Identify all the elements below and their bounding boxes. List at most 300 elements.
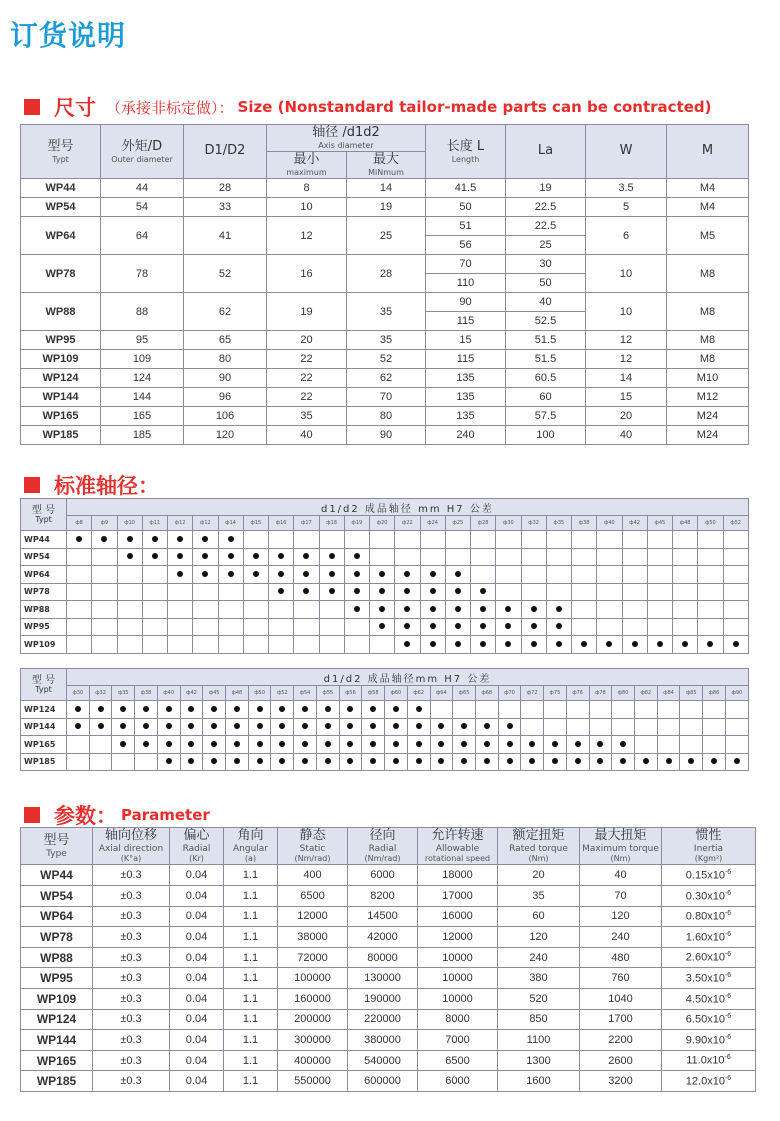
la-cell: 51.5 — [506, 331, 586, 350]
diameter-header: ф48 — [673, 516, 698, 531]
axial-cell: ±0.3 — [93, 1071, 170, 1092]
dot-icon — [329, 571, 335, 577]
empty-cell — [597, 618, 622, 636]
static-cell: 200000 — [278, 1009, 348, 1030]
available-cell — [680, 753, 703, 771]
available-cell — [243, 566, 268, 584]
diameter-header: ф60 — [385, 686, 408, 701]
la-cell: 25 — [506, 236, 586, 255]
length-cell: 51 — [426, 217, 506, 236]
dot-icon — [552, 741, 558, 747]
empty-cell — [344, 618, 369, 636]
available-cell — [316, 753, 339, 771]
empty-cell — [294, 636, 319, 654]
model-cell: WP144 — [21, 1030, 93, 1051]
empty-cell — [698, 583, 723, 601]
length-cell: 56 — [426, 236, 506, 255]
static-cell: 300000 — [278, 1030, 348, 1051]
empty-cell — [89, 753, 112, 771]
diameter-header: ф38 — [135, 686, 158, 701]
empty-cell — [546, 583, 571, 601]
length-cell: 115 — [426, 350, 506, 369]
dot-icon — [480, 588, 486, 594]
w-cell: 15 — [586, 388, 667, 407]
available-cell — [395, 566, 420, 584]
shaft-diameter-row — [21, 686, 749, 701]
col-header-outer: 外矩/D Outer diameter — [101, 125, 184, 179]
dot-icon — [438, 723, 444, 729]
model-cell: WP185 — [21, 426, 101, 445]
available-cell — [420, 583, 445, 601]
dot-icon — [325, 706, 331, 712]
axis-min-cell: 22 — [267, 388, 347, 407]
diameter-header: ф11 — [142, 516, 167, 531]
outer-diameter-cell: 165 — [101, 407, 184, 426]
dot-icon — [166, 758, 172, 764]
dot-icon — [416, 723, 422, 729]
dot-icon — [733, 641, 739, 647]
speed-cell: 6500 — [418, 1050, 498, 1071]
m-cell: M24 — [667, 407, 749, 426]
radial-cell: 0.04 — [170, 989, 224, 1010]
available-cell — [269, 548, 294, 566]
empty-cell — [243, 601, 268, 619]
empty-cell — [496, 583, 521, 601]
dot-icon — [143, 741, 149, 747]
axial-cell: ±0.3 — [93, 947, 170, 968]
dot-icon — [455, 571, 461, 577]
w-cell: 40 — [586, 426, 667, 445]
inertia-cell — [662, 927, 756, 948]
available-cell — [294, 566, 319, 584]
empty-cell — [725, 718, 748, 736]
available-cell — [248, 753, 271, 771]
empty-cell — [521, 548, 546, 566]
inertia-cell — [662, 1009, 756, 1030]
available-cell — [168, 531, 193, 549]
empty-cell — [723, 531, 748, 549]
empty-cell — [370, 548, 395, 566]
available-cell — [385, 753, 408, 771]
empty-cell — [430, 701, 453, 719]
outer-diameter-cell: 54 — [101, 198, 184, 217]
available-cell — [226, 701, 249, 719]
empty-cell — [597, 583, 622, 601]
dot-icon — [347, 741, 353, 747]
max-cell: 40 — [580, 865, 662, 886]
rated-cell: 60 — [498, 906, 580, 927]
empty-cell — [703, 701, 726, 719]
diameter-header: ф48 — [226, 686, 249, 701]
available-cell — [544, 753, 567, 771]
diameter-header: ф50 — [248, 686, 271, 701]
dot-icon — [279, 741, 285, 747]
diameter-header: ф38 — [572, 516, 597, 531]
angular-cell: 1.1 — [224, 1030, 278, 1051]
header-cn: 偏心 — [183, 828, 210, 843]
param-title-cn: 参数： — [54, 804, 117, 828]
dot-icon — [120, 741, 126, 747]
empty-cell — [67, 583, 92, 601]
shaft-type-header — [21, 669, 67, 701]
diameter-header: ф75 — [544, 686, 567, 701]
available-cell — [226, 753, 249, 771]
model-cell: WP165 — [21, 736, 67, 754]
available-cell — [521, 753, 544, 771]
empty-cell — [597, 531, 622, 549]
available-cell — [471, 583, 496, 601]
dot-icon — [257, 706, 263, 712]
available-cell — [203, 701, 226, 719]
dot-icon — [484, 741, 490, 747]
diameter-header: ф25 — [445, 516, 470, 531]
empty-cell — [67, 601, 92, 619]
axis-max-cell: 28 — [347, 255, 426, 293]
empty-cell — [566, 701, 589, 719]
dot-icon — [166, 706, 172, 712]
empty-cell — [370, 636, 395, 654]
radial_stiff-cell: 190000 — [348, 989, 418, 1010]
empty-cell — [725, 701, 748, 719]
diameter-header: ф54 — [294, 686, 317, 701]
available-cell — [157, 701, 180, 719]
model-cell: WP124 — [21, 369, 101, 388]
w-cell: 14 — [586, 369, 667, 388]
param-row — [21, 865, 756, 886]
empty-cell — [546, 566, 571, 584]
dot-icon — [303, 553, 309, 559]
static-cell: 400000 — [278, 1050, 348, 1071]
axis-min-cell: 35 — [267, 407, 347, 426]
inertia-cell — [662, 886, 756, 907]
la-cell: 22.5 — [506, 217, 586, 236]
empty-cell — [680, 701, 703, 719]
available-cell — [370, 601, 395, 619]
diameter-header: ф12 — [168, 516, 193, 531]
model-cell: WP109 — [21, 636, 67, 654]
dot-icon — [455, 588, 461, 594]
dot-icon — [531, 641, 537, 647]
available-cell — [498, 753, 521, 771]
empty-cell — [243, 531, 268, 549]
available-cell — [248, 718, 271, 736]
diameter-header: ф82 — [634, 686, 657, 701]
size-row — [21, 426, 749, 445]
empty-cell — [673, 548, 698, 566]
header-cn: 型号 — [43, 832, 70, 848]
available-cell — [634, 753, 657, 771]
dot-icon — [379, 571, 385, 577]
length-cell: 15 — [426, 331, 506, 350]
radial-cell: 0.04 — [170, 968, 224, 989]
inertia-value: 0.30x10 — [685, 890, 725, 903]
available-cell — [521, 618, 546, 636]
available-cell — [294, 701, 317, 719]
available-cell — [430, 753, 453, 771]
available-cell — [622, 636, 647, 654]
empty-cell — [319, 601, 344, 619]
empty-cell — [647, 583, 672, 601]
diameter-header: ф72 — [521, 686, 544, 701]
param-col-header — [21, 828, 93, 865]
available-cell — [521, 601, 546, 619]
col-header-la: La — [506, 125, 586, 179]
empty-cell — [142, 583, 167, 601]
inertia-cell — [662, 989, 756, 1010]
available-cell — [271, 718, 294, 736]
dot-icon — [484, 758, 490, 764]
dot-icon — [166, 741, 172, 747]
type-cn: 型 号 — [31, 504, 56, 516]
available-cell — [657, 753, 680, 771]
dot-icon — [430, 641, 436, 647]
max-cell: 70 — [580, 886, 662, 907]
available-cell — [597, 636, 622, 654]
header-en2: (Nm/rad) — [294, 854, 331, 864]
available-cell — [316, 718, 339, 736]
available-cell — [370, 566, 395, 584]
available-cell — [344, 583, 369, 601]
col-header-d1d2: D1/D2 — [184, 125, 267, 179]
model-cell: WP64 — [21, 566, 67, 584]
empty-cell — [471, 531, 496, 549]
dot-icon — [370, 723, 376, 729]
empty-cell — [453, 701, 476, 719]
empty-cell — [193, 601, 218, 619]
model-cell: WP185 — [21, 753, 67, 771]
dot-icon — [393, 741, 399, 747]
dot-icon — [552, 758, 558, 764]
empty-cell — [89, 736, 112, 754]
diameter-header: ф52 — [723, 516, 748, 531]
dot-icon — [228, 536, 234, 542]
dot-icon — [430, 571, 436, 577]
empty-cell — [723, 618, 748, 636]
static-cell: 400 — [278, 865, 348, 886]
empty-cell — [521, 531, 546, 549]
type-en: Typt — [35, 684, 52, 694]
parameter-table — [20, 827, 756, 1092]
dot-icon — [325, 741, 331, 747]
speed-cell: 18000 — [418, 865, 498, 886]
dot-icon — [597, 758, 603, 764]
speed-cell: 17000 — [418, 886, 498, 907]
empty-cell — [193, 618, 218, 636]
header-cn: 最大扭矩 — [594, 828, 647, 843]
dot-icon — [404, 641, 410, 647]
empty-cell — [168, 618, 193, 636]
size-row — [21, 179, 749, 198]
available-cell — [92, 531, 117, 549]
diameter-header: ф22 — [395, 516, 420, 531]
model-cell: WP88 — [21, 601, 67, 619]
w-cell: 20 — [586, 407, 667, 426]
radial_stiff-cell: 600000 — [348, 1071, 418, 1092]
shaft-row — [21, 753, 749, 771]
inertia-exponent: -6 — [724, 971, 732, 979]
la-cell: 30 — [506, 255, 586, 274]
available-cell — [544, 736, 567, 754]
model-cell: WP109 — [21, 350, 101, 369]
dot-icon — [461, 723, 467, 729]
shaft-section-heading — [24, 470, 159, 500]
max-cell: 120 — [580, 906, 662, 927]
dot-icon — [354, 588, 360, 594]
available-cell — [475, 736, 498, 754]
empty-cell — [168, 636, 193, 654]
available-cell — [385, 736, 408, 754]
dot-icon — [531, 623, 537, 629]
available-cell — [430, 718, 453, 736]
model-cell: WP124 — [21, 1009, 93, 1030]
inertia-exponent: -6 — [724, 930, 732, 938]
available-cell — [362, 718, 385, 736]
empty-cell — [622, 566, 647, 584]
length-cell: 110 — [426, 274, 506, 293]
empty-cell — [294, 601, 319, 619]
available-cell — [168, 548, 193, 566]
empty-cell — [243, 636, 268, 654]
shaft-row — [21, 548, 749, 566]
inertia-value: 2.60x10 — [685, 951, 725, 964]
model-cell: WP64 — [21, 217, 101, 255]
axis-max-cell: 14 — [347, 179, 426, 198]
model-cell: WP78 — [21, 927, 93, 948]
empty-cell — [572, 548, 597, 566]
empty-cell — [92, 583, 117, 601]
empty-cell — [680, 736, 703, 754]
dot-icon — [143, 706, 149, 712]
available-cell — [521, 636, 546, 654]
diameter-header: ф80 — [612, 686, 635, 701]
available-cell — [521, 736, 544, 754]
type-en: Typt — [35, 514, 52, 524]
dot-icon — [438, 741, 444, 747]
available-cell — [698, 636, 723, 654]
available-cell — [370, 618, 395, 636]
empty-cell — [546, 548, 571, 566]
empty-cell — [673, 583, 698, 601]
inertia-value: 4.50x10 — [685, 993, 725, 1006]
shaft-diameter-row — [21, 516, 749, 531]
dot-icon — [379, 606, 385, 612]
available-cell — [453, 718, 476, 736]
diameter-header: ф18 — [319, 516, 344, 531]
empty-cell — [723, 601, 748, 619]
empty-cell — [634, 718, 657, 736]
diameter-header: ф90 — [725, 686, 748, 701]
empty-cell — [67, 548, 92, 566]
static-cell: 6500 — [278, 886, 348, 907]
size-row — [21, 331, 749, 350]
param-col-header — [224, 828, 278, 865]
static-cell: 38000 — [278, 927, 348, 948]
inertia-cell — [662, 1050, 756, 1071]
available-cell — [248, 736, 271, 754]
dot-icon — [461, 758, 467, 764]
dot-icon — [188, 723, 194, 729]
dot-icon — [257, 723, 263, 729]
inertia-value: 11.0x10 — [686, 1054, 725, 1067]
model-cell: WP95 — [21, 331, 101, 350]
available-cell — [420, 566, 445, 584]
dot-icon — [177, 553, 183, 559]
header-en: Axial direction — [98, 843, 164, 854]
param-row — [21, 968, 756, 989]
available-cell — [385, 701, 408, 719]
header-cn: 允许转速 — [431, 828, 484, 843]
m-cell: M4 — [667, 179, 749, 198]
empty-cell — [673, 618, 698, 636]
shaft-row — [21, 531, 749, 549]
diameter-header: ф40 — [597, 516, 622, 531]
dot-icon — [234, 706, 240, 712]
dot-icon — [188, 741, 194, 747]
dot-icon — [278, 588, 284, 594]
model-cell: WP54 — [21, 198, 101, 217]
axis-max-cell: 90 — [347, 426, 426, 445]
dot-icon — [404, 606, 410, 612]
empty-cell — [135, 753, 158, 771]
empty-cell — [471, 548, 496, 566]
available-cell — [453, 753, 476, 771]
header-en2: (a) — [244, 854, 257, 864]
param-row — [21, 1050, 756, 1071]
diameter-header: ф40 — [157, 686, 180, 701]
available-cell — [269, 566, 294, 584]
d1d2-cell: 62 — [184, 293, 267, 331]
empty-cell — [612, 718, 635, 736]
d1d2-cell: 52 — [184, 255, 267, 293]
empty-cell — [680, 718, 703, 736]
d1d2-cell: 90 — [184, 369, 267, 388]
diameter-header: ф16 — [269, 516, 294, 531]
dot-icon — [556, 606, 562, 612]
axis-min-cell: 19 — [267, 293, 347, 331]
dot-icon — [461, 741, 467, 747]
radial_stiff-cell: 540000 — [348, 1050, 418, 1071]
empty-cell — [142, 618, 167, 636]
param-row — [21, 947, 756, 968]
inertia-value: 3.50x10 — [685, 972, 725, 985]
empty-cell — [67, 618, 92, 636]
axial-cell: ±0.3 — [93, 906, 170, 927]
diameter-header: ф52 — [271, 686, 294, 701]
available-cell — [218, 566, 243, 584]
w-cell: 10 — [586, 293, 667, 331]
dot-icon — [393, 723, 399, 729]
model-cell: WP165 — [21, 1050, 93, 1071]
size-row — [21, 293, 749, 312]
empty-cell — [622, 531, 647, 549]
available-cell — [193, 531, 218, 549]
empty-cell — [521, 701, 544, 719]
empty-cell — [597, 566, 622, 584]
dot-icon — [354, 606, 360, 612]
d1d2-cell: 120 — [184, 426, 267, 445]
model-cell: WP88 — [21, 947, 93, 968]
available-cell — [180, 701, 203, 719]
angular-cell: 1.1 — [224, 927, 278, 948]
diameter-header: ф32 — [521, 516, 546, 531]
diameter-header: ф68 — [475, 686, 498, 701]
radial_stiff-cell: 8200 — [348, 886, 418, 907]
empty-cell — [193, 636, 218, 654]
empty-cell — [673, 531, 698, 549]
w-cell: 12 — [586, 331, 667, 350]
d1d2-cell: 33 — [184, 198, 267, 217]
outer-diameter-cell: 78 — [101, 255, 184, 293]
